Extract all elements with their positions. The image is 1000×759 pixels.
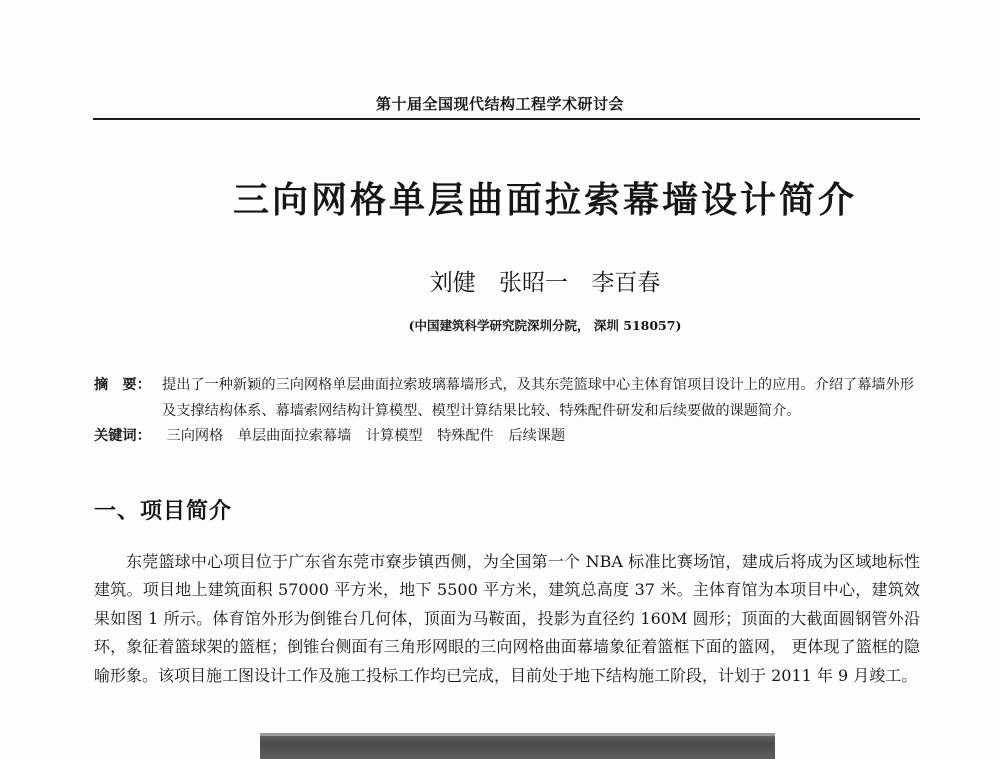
figure-1-image [260,733,775,759]
abstract-text: 提出了一种新颖的三向网格单层曲面拉索玻璃幕墙形式，及其东莞篮球中心主体育馆项目设计上的应用。介绍了幕墙外形及支撑结构体系、幕墙索网结构计算模型、模型计算结果比较、特殊配件研发和后续要做的课题简介。 [162,377,914,419]
keyword: 后续课题 [508,428,566,444]
section-heading: 一、项目简介 [94,499,233,524]
author-name: 李百春 [591,270,661,296]
abstract-label: 摘 要： [94,377,151,393]
running-header: 第十届全国现代结构工程学术研讨会 [375,95,624,113]
affiliation: (中国建筑科学研究院深圳分院， 深圳 518057) [408,318,682,333]
keyword: 三向网格 [166,428,224,444]
keyword: 单层曲面拉索幕墙 [237,428,352,444]
author-list [0,264,1000,297]
keywords-label: 关键词： [94,428,151,444]
author-name: 刘健 [429,270,476,296]
paper-title: 三向网格单层曲面拉索幕墙设计简介 [232,180,857,221]
abstract [94,372,920,424]
author-name: 张昭一 [499,270,568,296]
keyword: 特殊配件 [437,428,494,444]
header-rule [93,118,920,120]
keyword: 计算模型 [365,428,423,444]
keywords [94,426,920,446]
body-paragraph: 东莞篮球中心项目位于广东省东莞市寮步镇西侧，为全国第一个 NBA 标准比赛场馆，建成后将成为区域地标性建筑。项目地上建筑面积 57000 平方米，地下 5500 平方米，建筑总高度 37 米。主体育馆为本项目中心，建筑效果如图 1 所示。体育馆外形为倒锥台几何体，顶面为马鞍面，投影为直径约 160M 圆形；顶面的大截面圆钢管外沿环，象征着篮球架的篮框；倒锥台侧面有三角形网眼的三向网格曲面幕墙象征着篮框下面的篮网， 更体现了篮框的隐喻形象。该项目施工图设计工作及施工投标工作均已完成，目前处于地下结构施工阶段，计划于 2011 年 9 月竣工。 [94,552,920,685]
